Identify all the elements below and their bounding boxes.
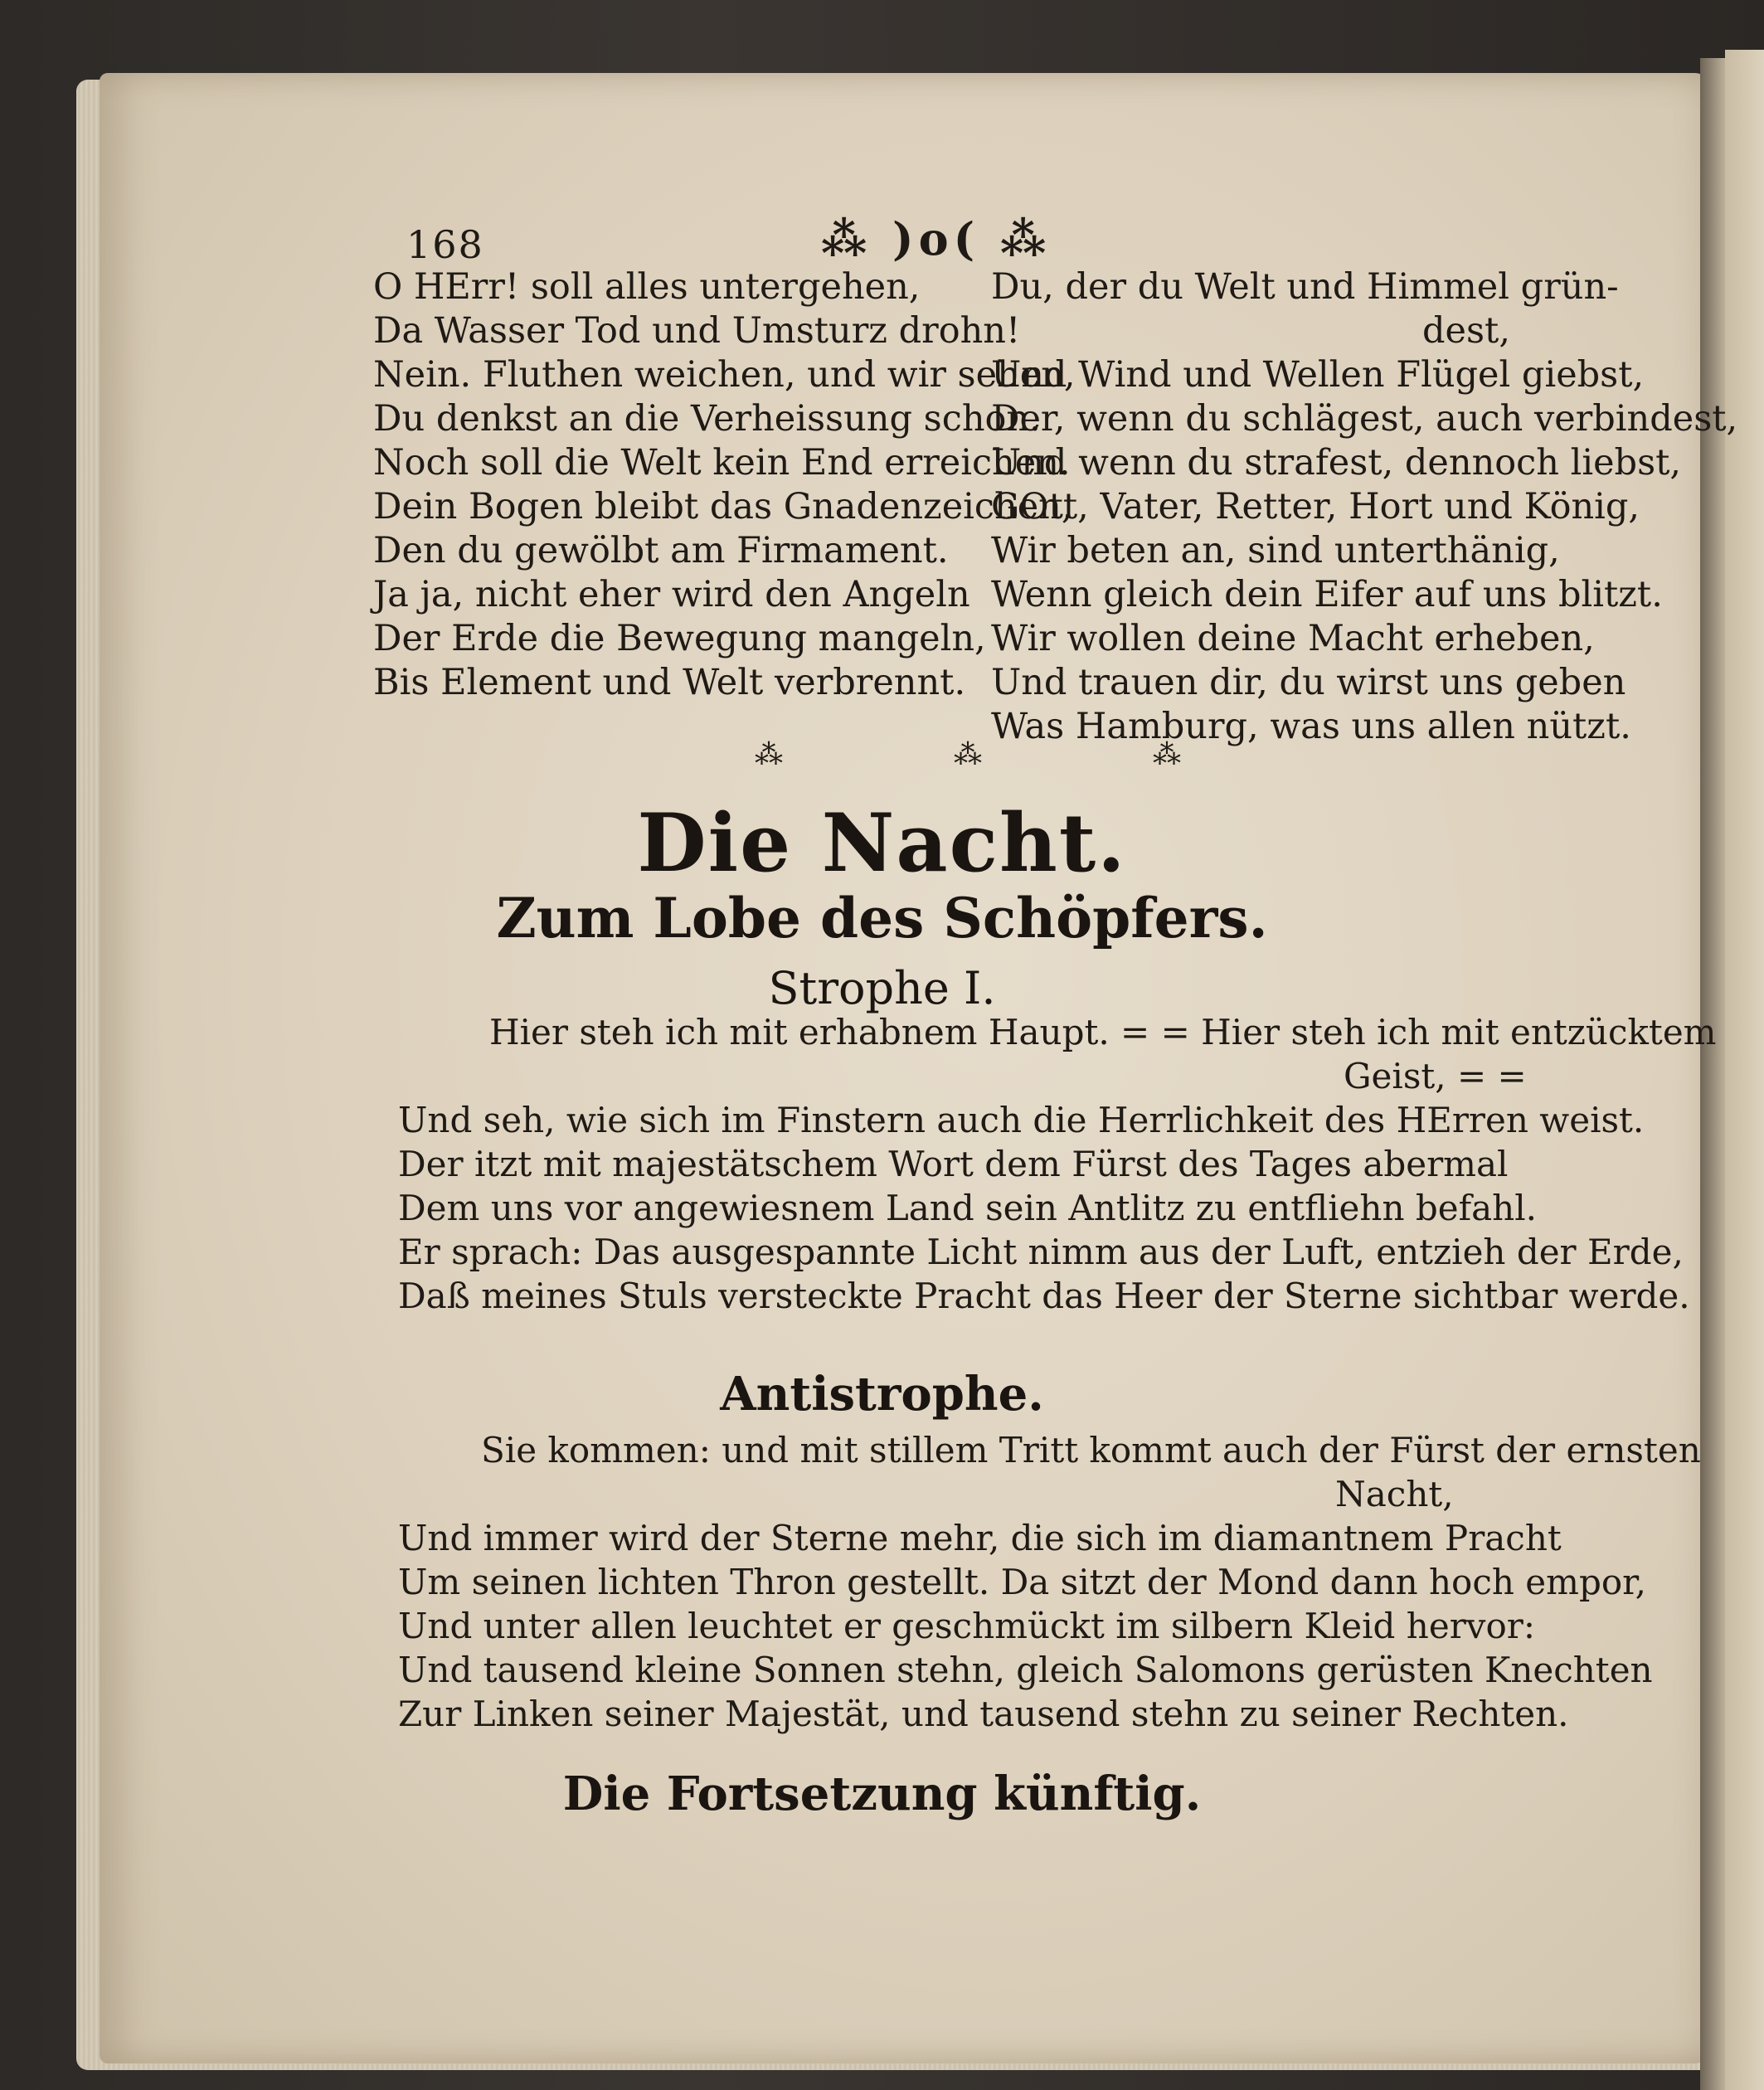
strophe-heading: Strophe I. — [768, 962, 996, 1014]
poem-line: GOtt, Vater, Retter, Hort und König, — [991, 486, 1640, 527]
verse-line: Dem uns vor angewiesnem Land sein Antlitz zu entfliehn befahl. — [398, 1188, 1538, 1228]
asterism-mark: ⁂ — [954, 738, 982, 771]
poem-line: Wir beten an, sind unterthänig, — [991, 530, 1560, 571]
poem-line: Du, der du Welt und Himmel grün- — [991, 266, 1619, 308]
verse-line: Um seinen lichten Thron gestellt. Da sitzt der Mond dann hoch empor, — [398, 1562, 1646, 1602]
poem-line: Der Erde die Bewegung mangeln, — [373, 618, 986, 659]
poem-line: Und Wind und Wellen Flügel giebst, — [991, 354, 1645, 396]
asterism-mark: ⁂ — [1153, 738, 1181, 771]
poem-line: Der, wenn du schlägest, auch verbindest, — [991, 398, 1738, 440]
page-number: 168 — [406, 222, 484, 267]
verse-line: Sie kommen: und mit stillem Tritt kommt auch der Fürst der ernsten — [481, 1430, 1701, 1470]
header-ornament: ⁂ )o( ⁂ — [821, 212, 1052, 265]
poem-line: Dein Bogen bleibt das Gnadenzeichen, — [373, 486, 1073, 527]
poem-line: Du denkst an die Verheissung schon. — [373, 398, 1041, 440]
verse-line: Der itzt mit majestätschem Wort dem Fürst des Tages abermal — [398, 1144, 1509, 1184]
verse-line: Und immer wird der Sterne mehr, die sich im diamantnem Pracht — [398, 1518, 1562, 1558]
poem-line: Wenn gleich dein Eifer auf uns blitzt. — [991, 574, 1663, 615]
verse-line: Und seh, wie sich im Finstern auch die Herrlichkeit des HErren weist. — [398, 1100, 1645, 1140]
poem-line: Noch soll die Welt kein End erreichen. — [373, 442, 1071, 484]
verse-line: Zur Linken seiner Majestät, und tausend stehn zu seiner Rechten. — [398, 1694, 1569, 1734]
poem-right-column — [991, 265, 1737, 749]
page-title: Die Nacht. — [637, 796, 1127, 890]
poem-line: Und trauen dir, du wirst uns geben — [991, 662, 1626, 703]
poem-line: Da Wasser Tod und Umsturz drohn! — [373, 310, 1021, 352]
verse-line: Er sprach: Das ausgespannte Licht nimm aus der Luft, entzieh der Erde, — [398, 1232, 1684, 1272]
poem-line: Ja ja, nicht eher wird den Angeln — [373, 574, 970, 615]
poem-line: Was Hamburg, was uns allen nützt. — [991, 706, 1631, 747]
poem-line: Nein. Fluthen weichen, und wir sehen, — [373, 354, 1076, 396]
continuation-note: Die Fortsetzung künftig. — [562, 1767, 1202, 1821]
poem-line: Wir wollen deine Macht erheben, — [991, 618, 1595, 659]
verse-line: Und unter allen leuchtet er geschmückt im silbern Kleid hervor: — [398, 1606, 1536, 1646]
asterism-separator — [755, 738, 1203, 804]
verse-line: Und tausend kleine Sonnen stehn, gleich Salomons gerüsten Knechten — [398, 1650, 1653, 1690]
poem-line: O HErr! soll alles untergehen, — [373, 266, 921, 308]
verse-line: Daß meines Stuls versteckte Pracht das Heer der Sterne sichtbar werde. — [398, 1276, 1690, 1316]
poem-line: Und wenn du strafest, dennoch liebst, — [991, 442, 1682, 484]
poem-line: Den du gewölbt am Firmament. — [373, 530, 949, 571]
antistrophe-text — [398, 1428, 1701, 1736]
poem-left-column — [373, 265, 1076, 705]
asterism-mark: ⁂ — [755, 738, 783, 771]
verse-line-continuation: Geist, = = — [1344, 1056, 1527, 1096]
page-subtitle: Zum Lobe des Schöpfers. — [496, 886, 1268, 950]
strophe-text — [398, 1010, 1717, 1318]
verse-line-continuation: Nacht, — [1335, 1474, 1454, 1514]
poem-line-continuation: dest, — [1422, 310, 1510, 352]
verse-line: Hier steh ich mit erhabnem Haupt. = = Hier steh ich mit entzücktem — [489, 1012, 1717, 1052]
antistrophe-heading: Antistrophe. — [720, 1367, 1044, 1422]
poem-line: Bis Element und Welt verbrennt. — [373, 662, 966, 703]
